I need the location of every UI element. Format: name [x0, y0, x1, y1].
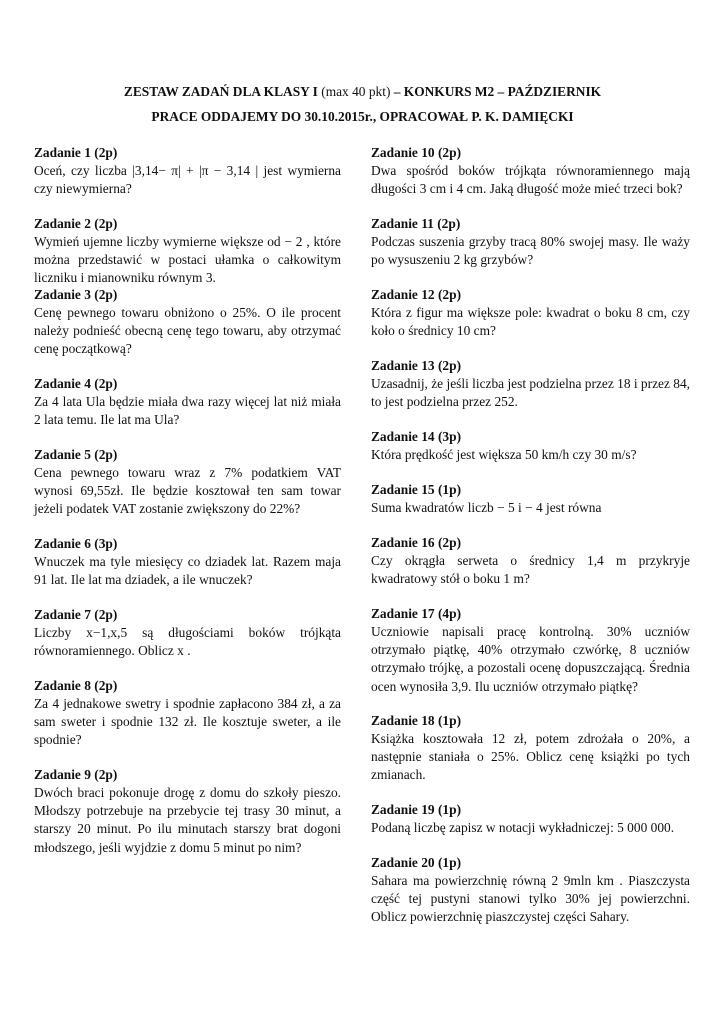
task-text-line: długości 3 cm i 4 cm. Jaką długość może mieć trzeci bok? — [371, 181, 683, 197]
task-text-line: koło o średnicy 10 cm? — [371, 323, 496, 339]
task-title: Zadanie 1 (2p) — [34, 145, 118, 160]
task-text — [371, 623, 690, 696]
task-title: Zadanie 4 (2p) — [34, 376, 118, 391]
task-text-line: jeżeli podatek VAT zostanie zwiększony do 22%? — [34, 501, 301, 517]
task-text-line: Za 4 lata Ula będzie miała dwa razy więcej lat niż miała — [34, 394, 341, 409]
task-text — [34, 784, 341, 857]
task-text-line: młodszego, jeśli wyjdzie z domu 5 minut po nim? — [34, 839, 302, 855]
task-text-line: ocen wynosiła 3,9. Ilu uczniów otrzymało piątkę? — [371, 678, 638, 694]
task-text-line: otrzymało piątkę, 40% otrzymało czwórkę, 8 uczniów — [371, 642, 690, 658]
task-text — [371, 233, 690, 269]
task-title: Zadanie 8 (2p) — [34, 678, 118, 693]
task-text-line: 91 lat. Ile lat ma dziadek, a ile wnuczek? — [34, 572, 253, 588]
task-text — [34, 304, 341, 359]
task-text-line: zmianach. — [371, 767, 426, 783]
task-text-line: Podczas suszenia grzyby tracą 80% swojej masy. Ile waży — [371, 234, 690, 249]
title-max-points: (max 40 pkt) — [321, 84, 391, 99]
title-contest: – KONKURS M2 – PAŹDZIERNIK — [393, 84, 602, 99]
task-text — [34, 233, 341, 288]
task-title: Zadanie 15 (1p) — [371, 482, 462, 497]
task-text-line: to jest podzielna przez 252. — [371, 394, 518, 410]
task-text-line: Liczby x−1,x,5 są długościami boków trójkąta — [34, 625, 341, 640]
task-text — [34, 695, 341, 750]
task-title: Zadanie 2 (2p) — [34, 216, 118, 231]
task-text — [371, 819, 690, 837]
task-title: Zadanie 19 (1p) — [371, 802, 462, 817]
task-text-line: liczniku i mianowniku równym 3. — [34, 270, 216, 286]
task-item — [34, 446, 341, 519]
task-text-line: Wymień ujemne liczby wymierne większe od − 2 , które — [34, 234, 341, 249]
task-item — [34, 144, 341, 198]
task-text-line: Oblicz powierzchnię piaszczystej części Sahary. — [371, 909, 630, 925]
task-text-line: wynosi 69,55zł. Ile będzie kosztował ten sam towar — [34, 483, 341, 499]
task-title: Zadanie 3 (2p) — [34, 287, 118, 302]
task-text-line: można przedstawić w postaci ułamka o całkowitym — [34, 252, 341, 268]
page-subtitle: PRACE ODDAJEMY DO 30.10.2015r., OPRACOWAŁ P. K. DAMIĘCKI — [151, 109, 574, 124]
task-text — [371, 304, 690, 340]
task-item — [371, 286, 690, 340]
task-text — [371, 446, 690, 464]
task-text-line: część tej pustyni stanowi tylko 30% jej powierzchni. — [371, 891, 690, 907]
title-main: ZESTAW ZADAŃ DLA KLASY I — [123, 84, 318, 99]
task-text-line: Wnuczek ma tyle miesięcy co dziadek lat. Razem maja — [34, 554, 341, 569]
task-item — [34, 606, 341, 660]
task-title: Zadanie 14 (3p) — [371, 429, 462, 444]
task-text-line: kwadratowy stół o boku 1 m? — [371, 571, 530, 587]
task-text — [371, 499, 690, 517]
task-item — [371, 144, 690, 198]
task-text-line: starszy 20 minut. Po ilu minutach starszy brat dogoni — [34, 821, 341, 837]
task-item — [371, 605, 690, 696]
task-text — [371, 872, 690, 927]
task-text — [34, 162, 341, 198]
task-text — [34, 464, 341, 519]
task-text-line: po wysuszeniu 2 kg grzybów? — [371, 252, 534, 268]
task-text-line: Dwa spośród boków trójkąta równoramiennego mają — [371, 163, 690, 178]
task-text-line: Sahara ma powierzchnię równą 2 9mln km . Piaszczysta — [371, 873, 690, 888]
task-item — [371, 428, 690, 464]
task-title: Zadanie 18 (1p) — [371, 713, 462, 728]
page-title — [0, 84, 725, 100]
task-item — [371, 854, 690, 927]
task-text-line: Suma kwadratów liczb − 5 i − 4 jest równa — [371, 500, 602, 515]
task-text-line: Książka kosztowała 12 zł, potem zdrożała o 20%, a — [371, 731, 690, 746]
task-item — [371, 801, 690, 837]
task-text — [371, 552, 690, 588]
task-title: Zadanie 11 (2p) — [371, 216, 461, 231]
task-text-line: następnie staniała o 25%. Oblicz cenę książki po tych — [371, 749, 690, 765]
task-text-line: Która prędkość jest większa 50 km/h czy 30 m/s? — [371, 447, 637, 462]
task-text-line: cenę początkową? — [34, 341, 132, 357]
task-item — [34, 286, 341, 359]
task-title: Zadanie 12 (2p) — [371, 287, 462, 302]
task-item — [371, 534, 690, 588]
task-item — [371, 712, 690, 785]
task-title: Zadanie 10 (2p) — [371, 145, 462, 160]
task-text-line: Za 4 jednakowe swetry i spodnie zapłacono 384 zł, a za — [34, 696, 341, 711]
task-text-line: Dwóch braci pokonuje drogę z domu do szkoły pieszo. — [34, 785, 341, 800]
task-text-line: Cenę pewnego towaru obniżono o 25%. O ile procent — [34, 305, 341, 320]
task-title: Zadanie 16 (2p) — [371, 535, 462, 550]
task-text-line: Cena pewnego towaru wraz z 7% podatkiem VAT — [34, 465, 341, 480]
task-title: Zadanie 9 (2p) — [34, 767, 118, 782]
task-title: Zadanie 5 (2p) — [34, 447, 118, 462]
task-text-line: Która z figur ma większe pole: kwadrat o boku 8 cm, czy — [371, 305, 690, 320]
task-text — [34, 624, 341, 660]
task-item — [34, 215, 341, 288]
task-text-line: Czy okrągła serweta o średnicy 1,4 m przykryje — [371, 553, 690, 568]
task-item — [371, 481, 690, 517]
task-title: Zadanie 7 (2p) — [34, 607, 118, 622]
task-text — [34, 393, 341, 429]
task-text-line: Uczniowie napisali pracę kontrolną. 30% uczniów — [371, 624, 690, 639]
task-text-line: równoramiennego. Oblicz x . — [34, 643, 191, 659]
task-text-line: otrzymało trójkę, a pozostali ocenę dopuszczającą. Średnia — [371, 660, 690, 676]
task-title: Zadanie 13 (2p) — [371, 358, 462, 373]
task-text-line: czy niewymierna? — [34, 181, 132, 197]
task-text — [371, 375, 690, 411]
task-text — [371, 162, 690, 198]
task-text-line: 2 lata temu. Ile lat ma Ula? — [34, 412, 180, 428]
task-title: Zadanie 17 (4p) — [371, 606, 462, 621]
task-text-line: sam sweter i spodnie 132 zł. Ile kosztuje sweter, a ile — [34, 714, 341, 730]
task-text — [34, 553, 341, 589]
task-item — [371, 215, 690, 269]
task-text-line: należy podnieść obecną cenę tego towaru, aby otrzymać — [34, 323, 341, 339]
task-item — [371, 357, 690, 411]
task-text-line: Uzasadnij, że jeśli liczba jest podzielna przez 18 i przez 84, — [371, 376, 691, 391]
task-item — [34, 766, 341, 857]
task-item — [34, 375, 341, 429]
task-item — [34, 535, 341, 589]
task-title: Zadanie 6 (3p) — [34, 536, 118, 551]
task-text-line: Młodszy potrzebuje na przebycie tej trasy 30 minut, a — [34, 803, 341, 819]
task-text-line: spodnie? — [34, 732, 82, 748]
task-item — [34, 677, 341, 750]
task-title: Zadanie 20 (1p) — [371, 855, 462, 870]
task-text-line: Oceń, czy liczba |3,14− π| + |π − 3,14 | jest wymierna — [34, 163, 341, 178]
task-text-line: Podaną liczbę zapisz w notacji wykładniczej: 5 000 000. — [371, 820, 675, 835]
task-text — [371, 730, 690, 785]
